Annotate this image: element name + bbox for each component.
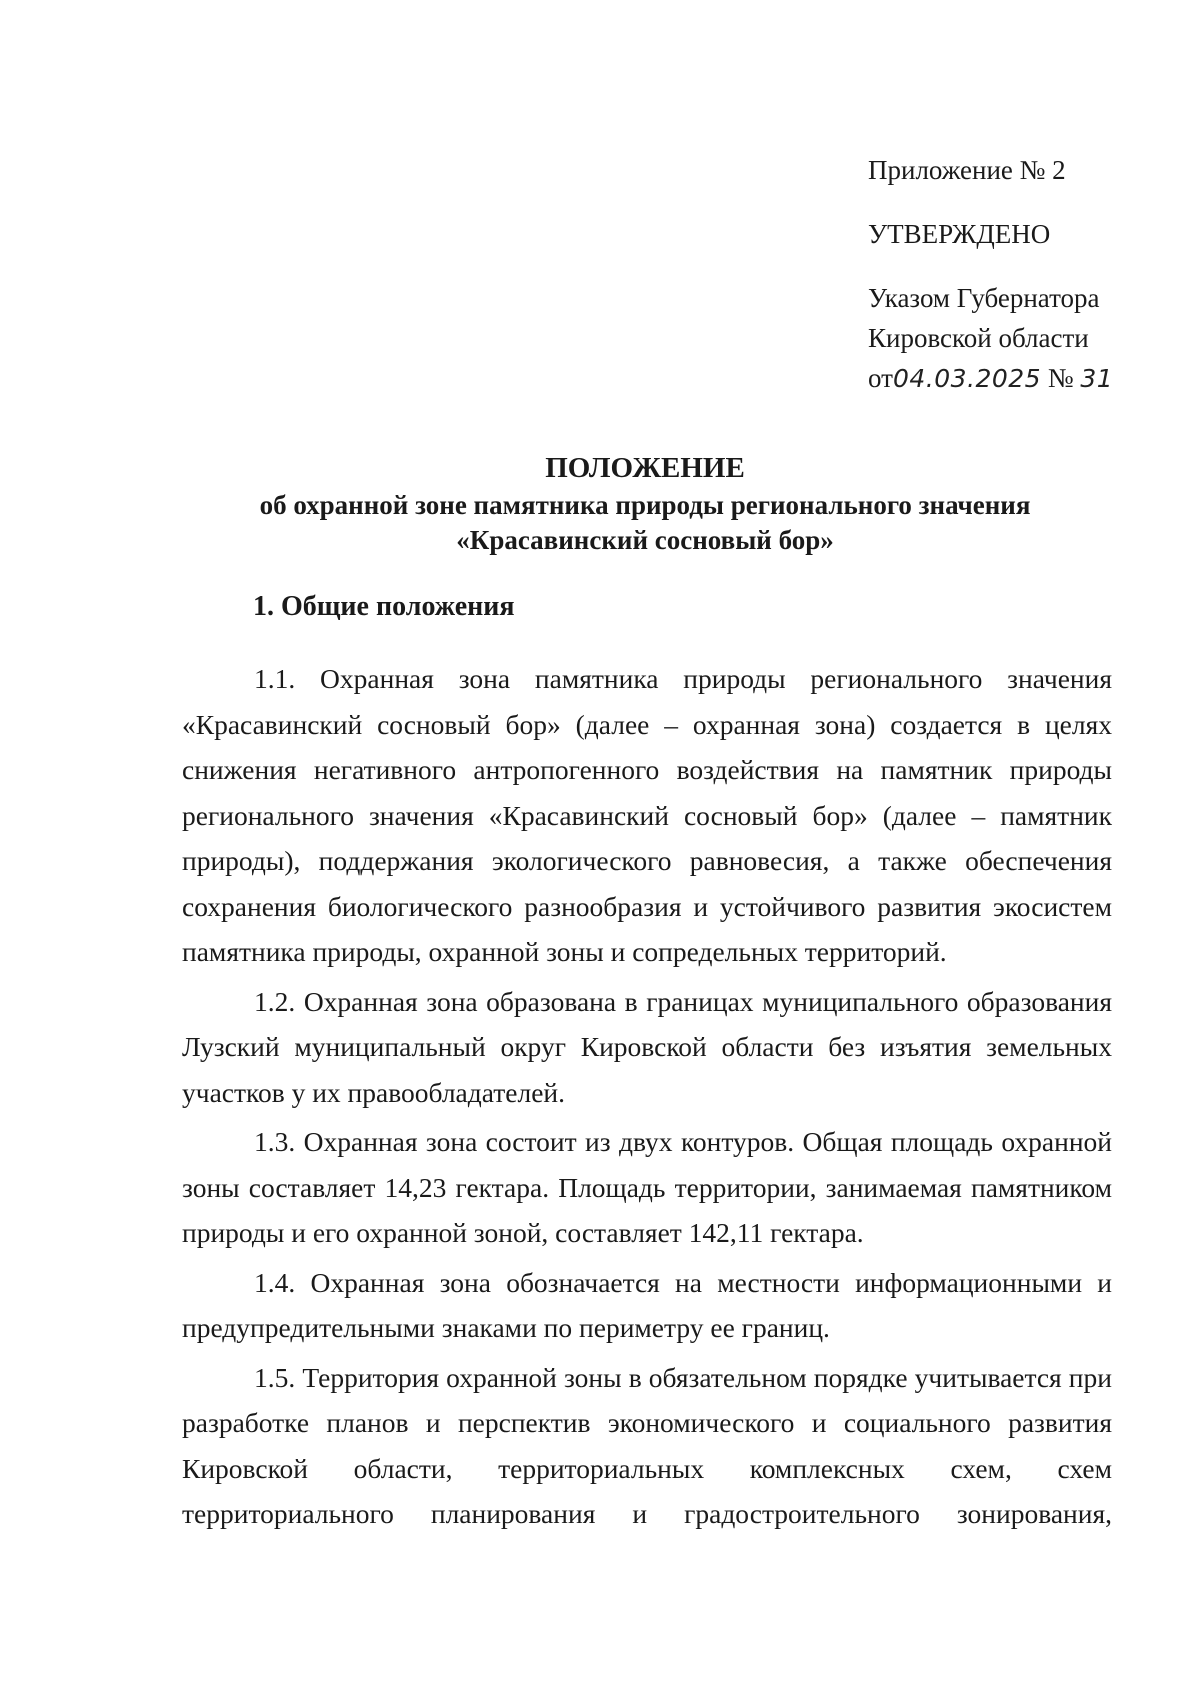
- approval-block: [868, 150, 1168, 399]
- paragraph-1-4: 1.4. Охранная зона обозначается на местности информационными и предупредительными знаками по периметру ее границ.: [182, 1266, 1112, 1343]
- title-line-1: об охранной зоне памятника природы регионального значения: [259, 490, 1031, 520]
- section-body: [182, 656, 1112, 1541]
- appendix-label: Приложение № 2: [868, 155, 1066, 185]
- section-heading: 1. Общие положения: [253, 591, 515, 622]
- decree-line-2: Кировской области: [868, 323, 1089, 353]
- title-line-2: «Красавинский сосновый бор»: [456, 525, 834, 555]
- handwritten-date: 04.03.2025: [892, 364, 1042, 393]
- decree-date-line: [868, 358, 1168, 399]
- from-prefix: от: [868, 363, 893, 393]
- document-title: [180, 448, 1110, 558]
- approved-label: УТВЕРЖДЕНО: [868, 219, 1051, 249]
- decree-line-1: Указом Губернатора: [868, 283, 1100, 313]
- paragraph-1-5: 1.5. Территория охранной зоны в обязательном порядке учитывается при разработке планов и перспектив экономического и социального развития Кировской области, территориальных комплексных схем, схем территориального планирования и градостроительного зонирования,: [182, 1361, 1112, 1529]
- paragraph-1-2: 1.2. Охранная зона образована в границах муниципального образования Лузский муниципальный округ Кировской области без изъятия земельных участков у их правообладателей.: [182, 985, 1112, 1108]
- paragraph-1-3: 1.3. Охранная зона состоит из двух контуров. Общая площадь охранной зоны составляет 14,23 гектара. Площадь территории, занимаемая памятником природы и его охранной зоной, составляет 142,11 гектара.: [182, 1126, 1112, 1248]
- handwritten-number: 31: [1080, 364, 1114, 393]
- number-prefix: №: [1047, 363, 1074, 393]
- title-main: ПОЛОЖЕНИЕ: [545, 452, 745, 484]
- paragraph-1-1: 1.1. Охранная зона памятника природы регионального значения «Красавинский сосновый бор» (далее – охранная зона) создается в целях снижения негативного антропогенного воздействия на памятник природы регионального значения «Красавинский сосновый бор» (далее – памятник природы), поддержания экологического равновесия, а также обеспечения сохранения биологического разнообразия и устойчивого развития экосистем памятника природы, охранной зоны и сопредельных территорий.: [182, 663, 1112, 967]
